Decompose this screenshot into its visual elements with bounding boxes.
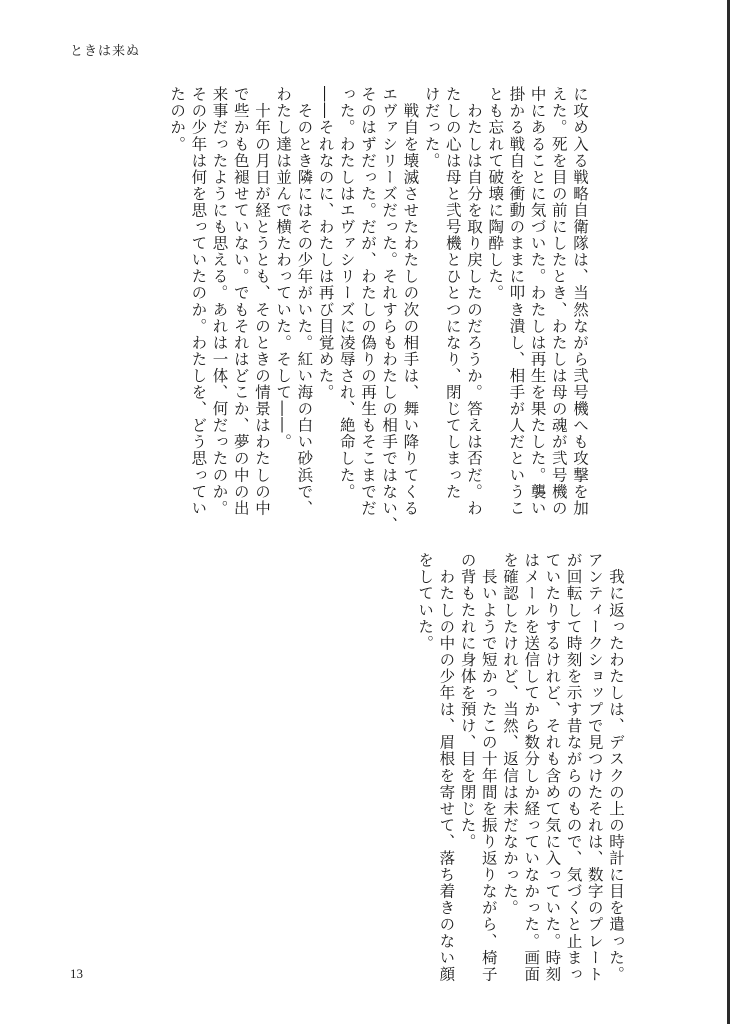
text-line: アンティークショップで見つけたそれは、数字のプレート xyxy=(585,552,604,983)
text-line: その少年は何を思っていたのか。わたしを、どう思ってい xyxy=(189,86,208,517)
text-line: エヴァシリーズだった。それすらもわたしの相手ではない、 xyxy=(380,86,399,533)
text-line: った。わたしはエヴァシリーズに凌辱され、絶命した。 xyxy=(337,86,356,500)
text-line: けだった。 xyxy=(422,86,441,169)
text-line: の背もたれに身体を預け、目を閉じた。 xyxy=(458,552,477,850)
text-line: たしの心は母と弐号機とひとつになり、閉じてしまった xyxy=(443,86,462,500)
text-line: えた。死を目の前にしたとき、わたしは母の魂が弐号機の xyxy=(549,86,568,517)
upper-text-block xyxy=(166,86,590,533)
text-line: ていたりするけれど、それも含めて気に入っていた。時刻 xyxy=(543,552,562,983)
text-line: とも忘れて破壊に陶酔した。 xyxy=(486,86,505,302)
text-line: を確認したけれど、当然、返信は未だなかった。 xyxy=(500,552,519,917)
text-line: 戦自を壊滅させたわたしの次の相手は、舞い降りてくる xyxy=(401,86,420,517)
text-line: わたし達は並んで横たわっていた。そして――。 xyxy=(274,86,293,451)
text-line: はメールを送信してから数分しか経っていなかった。画面 xyxy=(522,552,541,983)
text-line: わたしは自分を取り戻したのだろうか。答えは否だ。わ xyxy=(464,86,483,517)
text-line: そのはずだった。だが、わたしの偽りの再生もそこまでだ xyxy=(358,86,377,517)
text-line: ――それなのに、わたしは再び目覚めた。 xyxy=(316,86,335,401)
page-number: 13 xyxy=(70,966,83,981)
text-line: わたしの中の少年は、眉根を寄せて、落ち着きのない顔 xyxy=(437,552,456,983)
text-line: 我に返ったわたしは、デスクの上の時計に目を遣った。 xyxy=(607,552,625,983)
text-line: たのか。 xyxy=(168,86,187,153)
text-line: そのとき隣にはその少年がいた。紅い海の白い砂浜で、 xyxy=(295,86,314,517)
text-line: をしていた。 xyxy=(416,552,435,652)
text-line: 中にあることに気づいた。わたしは再生を果たした。襲い xyxy=(528,86,547,517)
text-line: 十年の月日が経とうとも、そのときの情景はわたしの中 xyxy=(252,86,271,517)
text-line: 掛かる戦自を衝動のままに叩き潰し、相手が人だというこ xyxy=(507,86,526,517)
text-line: が回転して時刻を示す昔ながらのもので、気づくと止まっ xyxy=(564,552,583,983)
text-line: に攻め入る戦略自衛隊は、当然ながら弐号機へも攻撃を加 xyxy=(571,86,589,517)
text-line: で些かも色褪せていない。でもそれはどこか、夢の中の出 xyxy=(231,86,250,517)
text-line: 来事だったようにも思える。あれは一体、何だったのか。 xyxy=(210,86,229,517)
running-title: ときは来ぬ xyxy=(70,44,141,59)
text-line: 長いようで短かったこの十年間を振り返りながら、椅子 xyxy=(479,552,498,983)
lower-text-block xyxy=(414,552,626,983)
